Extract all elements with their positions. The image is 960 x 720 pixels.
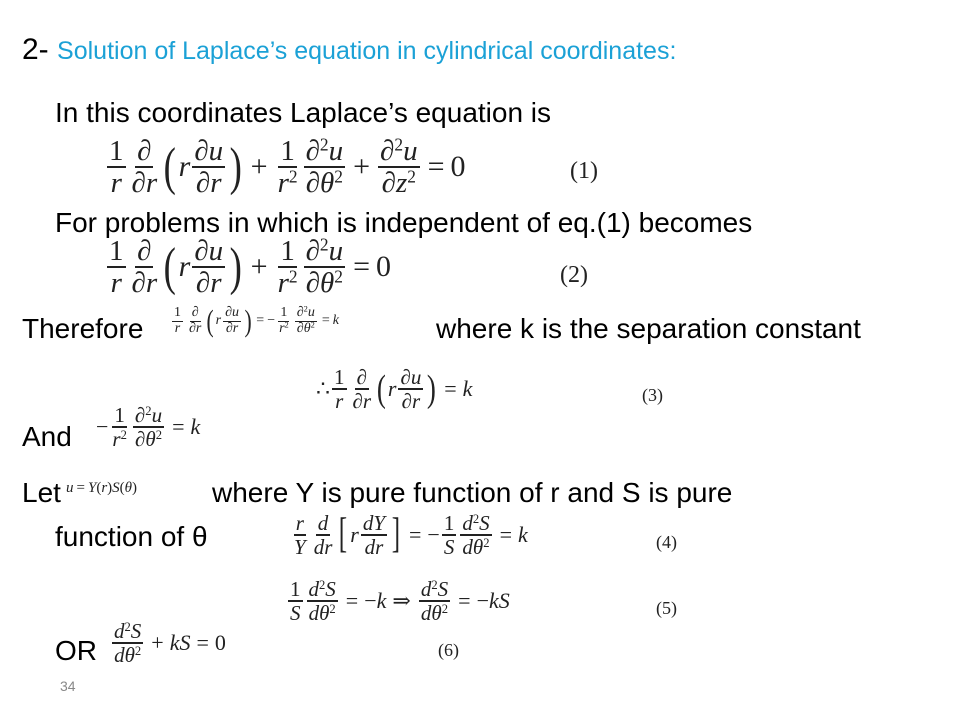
- title-text: Solution of Laplace’s equation in cylindrical coordinates:: [57, 37, 677, 65]
- intro-text: In this coordinates Laplace’s equation is: [55, 97, 552, 128]
- equation-1: $\frac{1}{r}$ $\frac{\partial}{\partial r}$ ( r $\frac{\partial u}{\partial r}$ ) + $\frac{1}{r^2}$ $\frac{\partial^2u}{\partial\theta^2}$ + $\frac{\partial^2u}{\partial z^2}$ = 0: [109, 134, 466, 200]
- and-equation: − $\frac{1}{r^2}$ $\frac{\partial^2u}{\partial\theta^2}$ = k: [96, 403, 201, 452]
- equation-3: ∴ $\frac{1}{r}$ $\frac{\partial}{\partial r}$ ( r $\frac{\partial u}{\partial r}$ ) = k: [316, 365, 473, 414]
- equation-2: $\frac{1}{r}$ $\frac{\partial}{\partial r}$ ( r $\frac{\partial u}{\partial r}$ ) + $\frac{1}{r^2}$ $\frac{\partial^2u}{\partial\theta^2}$ = 0: [109, 234, 392, 300]
- let-text: Let: [22, 477, 61, 508]
- separation-text: where k is the separation constant: [436, 313, 861, 344]
- equation-label-4: (4): [656, 532, 677, 552]
- slide-title: [22, 30, 676, 71]
- therefore-text: Therefore: [22, 313, 144, 344]
- separation-equation: $\frac{1}{r}$ $\frac{\partial}{\partial r}$ ( r $\frac{\partial u}{\partial r}$ ) = − $\frac{1}{r^2}$ $\frac{\partial^2u}{\partial\theta^2}$ = k: [174, 304, 339, 338]
- equation-label-5: (5): [656, 598, 677, 618]
- equation-label-6: (6): [438, 640, 459, 660]
- equation-label-1: (1): [570, 158, 598, 184]
- function-of-text: function of θ: [55, 521, 208, 552]
- or-text: OR: [55, 635, 97, 666]
- where-y-text: where Y is pure function of r and S is pure: [212, 477, 733, 508]
- and-text: And: [22, 421, 72, 452]
- independent-text: For problems in which is independent of eq.(1) becomes: [55, 207, 753, 238]
- equation-label-3: (3): [642, 385, 663, 405]
- equation-5: $\frac{1}{S}$ $\frac{d^2S}{d\theta^2}$ = − k ⇒ $\frac{d^2S}{d\theta^2}$ = − kS: [290, 577, 510, 626]
- equation-4: $\frac{r}{Y}$ $\frac{d}{dr}$ [ r $\frac{dY}{dr}$ ] = − $\frac{1}{S}$ $\frac{d^2S}{d\theta^2}$ = k: [294, 511, 528, 560]
- let-equation: u = Y ( r ) S ( θ ): [66, 480, 138, 496]
- equation-label-2: (2): [560, 262, 588, 288]
- equation-6: $\frac{d^2S}{d\theta^2}$ + kS = 0: [114, 619, 226, 668]
- page-number: 34: [60, 678, 76, 694]
- title-number: 2-: [22, 33, 49, 66]
